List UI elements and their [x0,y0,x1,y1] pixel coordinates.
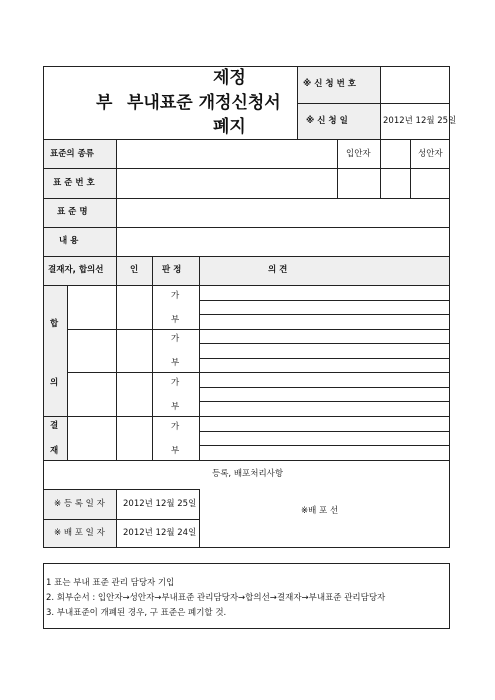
gyeol-label: 결 [50,421,59,431]
drafter-seal-field[interactable] [381,140,410,198]
note-3: 3. 부내표준이 개폐된 경우, 구 표준은 폐기할 것. [46,608,227,618]
dist-date-label: ※ 배 포 일 자 [54,528,105,538]
opinion-field-4[interactable] [200,417,449,460]
ui-label: 의 [50,378,59,388]
opinion-field-2[interactable] [200,330,449,372]
std-type-label: 표준의 종류 [50,149,95,159]
note-2: 2. 회부순서 : 입안자→성안자→부내표준 관리담당자→합의선→결재자→부내표준 관리담당자 [46,593,386,603]
reject-option-4[interactable]: 부 [171,446,180,456]
hap-label: 합 [50,319,59,329]
title-enact: 제정 [213,68,246,88]
approval-side-label [43,285,67,460]
std-name-label: 표 준 명 [57,207,88,217]
opinion-header-label: 의 견 [268,265,288,275]
std-number-field[interactable] [117,169,337,198]
content-label-cell [43,227,116,256]
std-number-label: 표 준 번 호 [53,178,95,188]
approver-seal-field-3[interactable] [117,373,152,416]
approver-seal-field-2[interactable] [117,330,152,372]
dist-to-field[interactable] [200,490,449,547]
app-no-label: ※ 신 청 번 호 [303,79,356,89]
app-date-value[interactable]: 2012년 12월 25일 [383,116,457,126]
reject-option-1[interactable]: 부 [171,315,180,325]
approve-option-1[interactable]: 가 [171,291,180,301]
approval-header-row [43,256,450,285]
approver-header-label: 결재자, 합의선 [48,265,104,275]
dist-date-value[interactable]: 2012년 12월 24일 [123,528,197,538]
title-prefix: 부 [96,93,113,113]
approver-name-field-3[interactable] [68,373,116,416]
app-no-field[interactable] [381,67,449,103]
note-1: 1 표는 부내 표준 관리 담당자 기입 [46,578,175,588]
jae-label: 재 [50,446,59,456]
reject-option-3[interactable]: 부 [171,402,180,412]
approver-seal-field-1[interactable] [117,286,152,329]
std-name-field[interactable] [117,199,449,227]
reject-option-2[interactable]: 부 [171,358,180,368]
approve-option-2[interactable]: 가 [171,334,180,344]
judgment-header-label: 판 정 [162,265,182,275]
content-label: 내 용 [59,236,79,246]
approve-option-3[interactable]: 가 [171,378,180,388]
opinion-field-3[interactable] [200,373,449,416]
title-abolish: 폐지 [213,117,246,137]
content-field[interactable] [117,228,449,256]
reg-date-label: ※ 등 록 일 자 [54,499,105,509]
std-type-field[interactable] [117,140,337,168]
dist-to-label: ※배 포 선 [301,506,339,516]
opinion-field-1[interactable] [200,286,449,329]
approve-option-4[interactable]: 가 [171,422,180,432]
approver-seal-field-4[interactable] [117,417,152,460]
reg-date-value[interactable]: 2012년 12월 25일 [123,499,197,509]
app-date-label: ※ 신 청 일 [306,116,348,126]
drafter-label: 입안자 [346,149,371,159]
seal-header-label: 인 [130,265,139,275]
approver-name-field-2[interactable] [68,330,116,372]
registration-section-title: 등록, 배포처리사항 [212,469,284,479]
approver-name-field-1[interactable] [68,286,116,329]
approver-name-field-4[interactable] [68,417,116,460]
reviewer-label: 성안자 [418,149,443,159]
page-title: 부내표준 개정신청서 [127,93,281,113]
